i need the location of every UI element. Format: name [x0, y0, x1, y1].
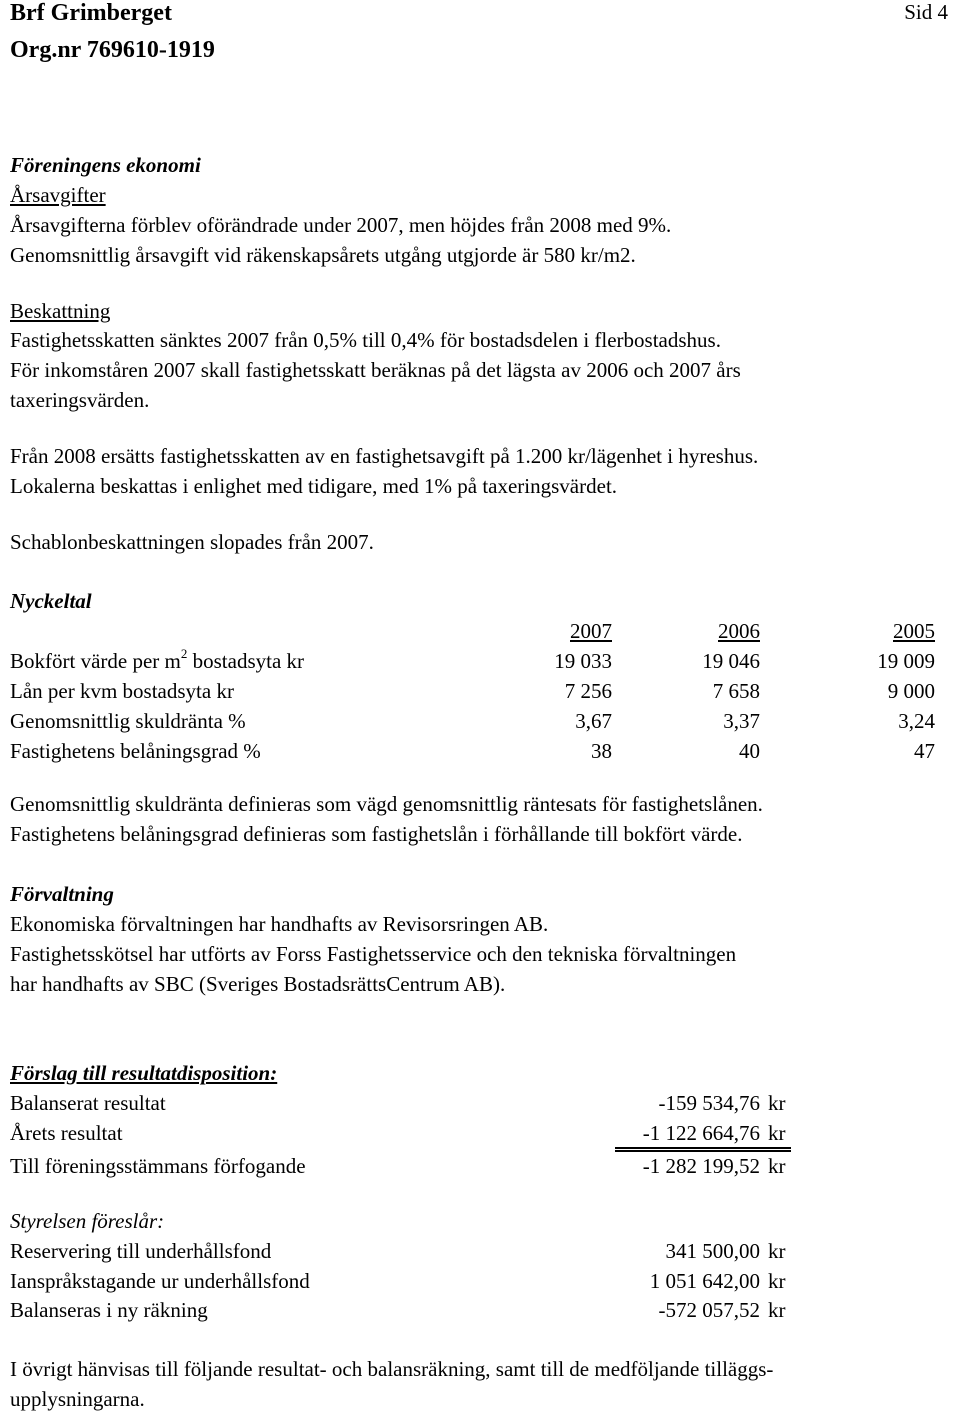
table-cell: 3,67 — [575, 709, 612, 733]
disposition-amount: -159 534,76 — [658, 1091, 760, 1115]
table-cell: 3,24 — [898, 709, 935, 733]
tax-text: Från 2008 ersätts fastighetsskatten av en fastighetsavgift på 1.200 kr/lägenhet i hyreshus. — [10, 444, 759, 468]
proposal-label: Reservering till underhållsfond — [10, 1239, 272, 1263]
table-cell: 3,37 — [723, 709, 760, 733]
management-heading: Förvaltning — [10, 882, 114, 906]
disposition-label: Balanserat resultat — [10, 1091, 166, 1115]
table-cell: 7 256 — [564, 679, 612, 703]
economy-heading: Föreningens ekonomi — [10, 153, 201, 177]
proposal-label: Ianspråkstagande ur underhållsfond — [10, 1269, 310, 1293]
disposition-label: Till föreningsstämmans förfogande — [10, 1154, 306, 1178]
tax-text: Lokalerna beskattas i enlighet med tidigare, med 1% på taxeringsvärdet. — [10, 474, 618, 498]
key-figures-heading: Nyckeltal — [10, 589, 92, 613]
organization-number: Org.nr 769610-1919 — [10, 37, 215, 63]
currency-unit: kr — [768, 1121, 786, 1145]
table-row-label: Fastighetens belåningsgrad % — [10, 739, 261, 763]
tax-text: taxeringsvärden. — [10, 388, 150, 412]
table-row-label: Genomsnittlig skuldränta % — [10, 709, 246, 733]
tax-text: Fastighetsskatten sänktes 2007 från 0,5% till 0,4% för bostadsdelen i flerbostadshus. — [10, 328, 721, 352]
definition-note: Fastighetens belåningsgrad definieras som fastighetslån i förhållande till bokfört värde. — [10, 822, 743, 846]
year-header-2006: 2006 — [718, 619, 760, 643]
proposal-amount: 1 051 642,00 — [649, 1269, 760, 1293]
table-cell: 7 658 — [712, 679, 760, 703]
currency-unit: kr — [768, 1269, 786, 1293]
tax-heading: Beskattning — [10, 299, 111, 323]
organization-name: Brf Grimberget — [10, 0, 172, 26]
definition-note: Genomsnittlig skuldränta definieras som vägd genomsnittlig räntesats för fastighetslånen. — [10, 792, 763, 816]
table-cell: 19 033 — [554, 649, 612, 673]
disposition-label: Årets resultat — [10, 1121, 123, 1145]
currency-unit: kr — [768, 1091, 786, 1115]
closing-text: I övrigt hänvisas till följande resultat- och balansräkning, samt till de medföljande tilläggs- — [10, 1357, 774, 1381]
management-text: Ekonomiska förvaltningen har handhafts av Revisorsringen AB. — [10, 912, 549, 936]
board-proposal-heading: Styrelsen föreslår: — [10, 1209, 165, 1233]
table-cell: 19 046 — [702, 649, 760, 673]
table-cell: 38 — [591, 739, 612, 763]
proposal-amount: -572 057,52 — [658, 1298, 760, 1322]
year-header-2005: 2005 — [893, 619, 935, 643]
label-text: bostadsyta kr — [187, 649, 305, 673]
table-row-label — [10, 646, 304, 676]
disposition-amount: -1 282 199,52 — [642, 1154, 760, 1178]
table-row-label: Lån per kvm bostadsyta kr — [10, 679, 234, 703]
fees-heading: Årsavgifter — [10, 183, 106, 207]
superscript: 2 — [180, 646, 188, 661]
label-text: Bokfört värde per m — [10, 649, 181, 673]
disposition-heading: Förslag till resultatdisposition: — [10, 1061, 278, 1085]
management-text: har handhafts av SBC (Sveriges BostadsrättsCentrum AB). — [10, 972, 506, 996]
table-cell: 47 — [914, 739, 935, 763]
table-cell: 40 — [739, 739, 760, 763]
management-text: Fastighetsskötsel har utförts av Forss Fastighetsservice och den tekniska förvaltningen — [10, 942, 737, 966]
sum-underline — [615, 1147, 791, 1149]
page-number: Sid 4 — [904, 0, 948, 24]
currency-unit: kr — [768, 1239, 786, 1263]
disposition-amount: -1 122 664,76 — [642, 1121, 760, 1145]
currency-unit: kr — [768, 1154, 786, 1178]
fees-text: Årsavgifterna förblev oförändrade under 2007, men höjdes från 2008 med 9%. — [10, 213, 672, 237]
table-cell: 9 000 — [887, 679, 935, 703]
proposal-amount: 341 500,00 — [665, 1239, 760, 1263]
currency-unit: kr — [768, 1298, 786, 1322]
table-cell: 19 009 — [877, 649, 935, 673]
closing-text: upplysningarna. — [10, 1387, 145, 1411]
proposal-label: Balanseras i ny räkning — [10, 1298, 208, 1322]
year-header-2007: 2007 — [570, 619, 612, 643]
tax-text: För inkomståren 2007 skall fastighetsskatt beräknas på det lägsta av 2006 och 2007 års — [10, 358, 741, 382]
fees-text: Genomsnittlig årsavgift vid räkenskapsårets utgång utgjorde är 580 kr/m2. — [10, 243, 636, 267]
tax-text: Schablonbeskattningen slopades från 2007. — [10, 530, 374, 554]
